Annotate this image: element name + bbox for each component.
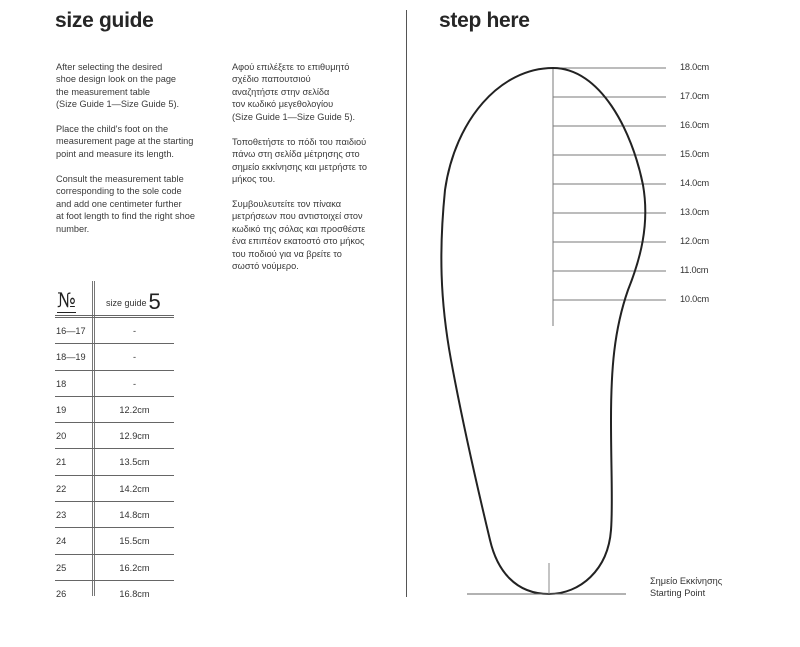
table-row [55, 397, 174, 423]
guide-line-label: 17.0cm [680, 91, 709, 101]
table-row [55, 371, 174, 397]
shoe-size-cell: 19 [56, 404, 67, 415]
table-row [55, 555, 174, 581]
instruction-en-3: Consult the measurement table corresponding to the sole code and add one centimeter further at foot length to find the right shoe number. [56, 174, 195, 234]
number-symbol-header: № [57, 288, 76, 312]
instruction-en-1: After selecting the desired shoe design look on the page the measurement table (Size Guide 1—Size Guide 5). [56, 62, 180, 110]
size-guide-title: size guide [55, 9, 154, 32]
foot-length-cell: 14.2cm [119, 483, 150, 494]
foot-length-cell: 13.5cm [119, 457, 150, 468]
guide-line-label: 14.0cm [680, 178, 709, 188]
guide-line-label: 10.0cm [680, 294, 709, 304]
foot-length-cell: 12.9cm [119, 431, 150, 442]
table-row [55, 423, 174, 449]
table-header [55, 281, 174, 318]
foot-length-cell: 15.5cm [119, 536, 150, 547]
foot-length-cell: - [132, 326, 137, 336]
step-here-title: step here [439, 9, 530, 32]
guide-lines [553, 68, 666, 300]
foot-length-cell: - [132, 352, 137, 363]
instruction-gr-2: Τοποθετήστε το πόδι του παιδιού πάνω στη σελίδα μέτρησης στο σημείο εκκίνησης και μετρήστε το μήκος του. [232, 137, 367, 185]
foot-length-cell: 16.2cm [119, 562, 150, 573]
shoe-size-cell: 20 [56, 431, 67, 442]
table-row [55, 502, 174, 528]
shoe-size-cell: 22 [56, 483, 67, 494]
foot-length-cell: 14.8cm [119, 510, 150, 521]
foot-length-cell: - [132, 378, 137, 389]
guide-line-label: 16.0cm [680, 120, 709, 130]
table-row [55, 318, 174, 344]
shoe-size-cell: 25 [56, 562, 67, 573]
shoe-size-cell: 21 [56, 457, 67, 468]
foot-length-cell: 12.2cm [119, 404, 150, 415]
shoe-size-cell: 23 [56, 510, 67, 521]
guide-line-label: 13.0cm [680, 207, 709, 217]
shoe-size-cell: 24 [56, 536, 67, 547]
size-table [55, 281, 174, 606]
guide-line-label: 12.0cm [680, 236, 709, 246]
shoe-size-cell: 18—19 [56, 352, 86, 363]
instruction-en-2: Place the child's foot on the measurement page at the starting point and measure its length. [56, 124, 194, 159]
panel-divider [406, 10, 407, 597]
instruction-gr-1: Αφού επιλέξετε το επιθυμητό σχέδιο παπουτσιού αναζητήστε στην σελίδα τον κωδικό μεγεθολογίου (Size Guide 1—Size Guide 5). [232, 62, 356, 122]
shoe-size-cell: 16—17 [56, 326, 86, 336]
table-row [55, 476, 174, 502]
guide-line-label: 18.0cm [680, 62, 709, 72]
guide-line-label: 11.0cm [680, 265, 709, 275]
shoe-size-cell: 26 [56, 588, 67, 599]
shoe-size-cell: 18 [56, 378, 67, 389]
guide-line-label: 15.0cm [680, 149, 709, 159]
instruction-gr-3: Συμβουλευτείτε τον πίνακα μετρήσεων που αντιστοιχεί στον κωδικό της σόλας και προσθέστε ένα επιπέον εκατοστό στο μήκος του ποδιού για να βρείτε το σωστό νούμερο. [232, 199, 366, 272]
size-guide-header: size guide5 [106, 289, 161, 314]
table-body [55, 318, 174, 606]
table-row [55, 344, 174, 370]
table-row [55, 449, 174, 475]
starting-point-label: Σημείο Εκκίνησης Starting Point [650, 576, 723, 598]
foot-length-cell: 16.8cm [119, 588, 150, 599]
table-row [55, 581, 174, 606]
table-row [55, 528, 174, 554]
foot-outline [441, 68, 645, 594]
